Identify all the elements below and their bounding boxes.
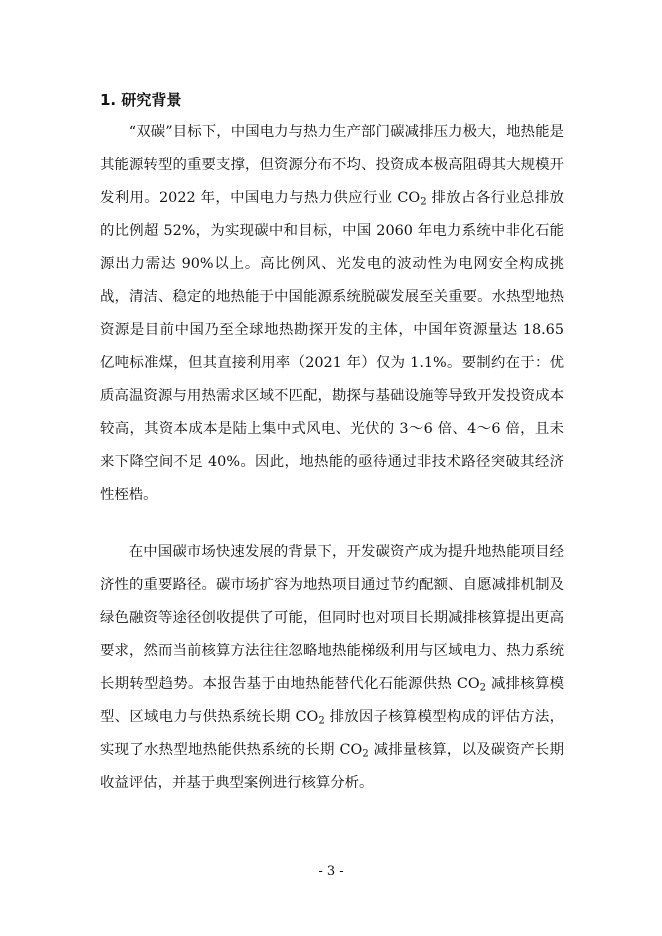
text-run: 排放因子核算模型构成的评估方法，实现了水热型地热能供热系统的长期 CO (100, 709, 564, 758)
text-run: 减排核算模型、区域电力与供热系统长期 CO (100, 676, 565, 725)
subscript-2: 2 (479, 682, 487, 694)
paragraph-background (100, 116, 564, 512)
paragraph-carbon-market (100, 536, 564, 800)
text-run: 在中国碳市场快速发展的背景下，开发碳资产成为提升地热能项目经济性的重要路径。碳市场扩容为地热项目通过节约配额、自愿减排机制及绿色融资等途径创收提供了可能，但同时也对项目长期减排核算提出更高要求，然而当前核算方法往往忽略地热能梯级利用与区域电力、热力系统长期转型趋势。本报告基于由地热能替代化石能源供热 CO (100, 544, 564, 692)
page-number: - 3 - (318, 864, 344, 879)
text-run: 减排量核算，以及碳资产长期收益评估，并基于典型案例进行核算分析。 (100, 742, 564, 791)
section-heading: 1. 研究背景 (100, 91, 182, 109)
subscript-2: 2 (420, 196, 427, 208)
text-run: 排放占各行业总排放的比例超 52%，为实现碳中和目标，中国 2060 年电力系统中非化石能源出力需达 90%以上。高比例风、光发电的波动性为电网安全构成挑战，清洁、稳定的地热能于中国能源系统脱碳发展至关重要。水热型地热资源是目前中国乃至全球地热勘探开发的主体，中国年资源量达 18.65 亿吨标准煤，但其直接利用率（2021 年）仅为 1.1%。要制约在于：优质高温资源与用热需求区域不匹配，勘探与基础设施等导致开发投资成本较高，其资本成本是陆上集中式风电、光伏的 3～6 倍、4～6 倍，且未来下降空间不足 40%。因此，地热能的亟待通过非技术路径突破其经济性桎梏。 (100, 190, 564, 503)
text-run: “双碳”目标下，中国电力与热力生产部门碳减排压力极大，地热能是其能源转型的重要支撑，但资源分布不均、投资成本极高阻碍其大规模开发利用。2022 年，中国电力与热力供应行业 CO (100, 124, 564, 206)
subscript-2: 2 (362, 748, 369, 760)
subscript-2: 2 (318, 715, 325, 727)
